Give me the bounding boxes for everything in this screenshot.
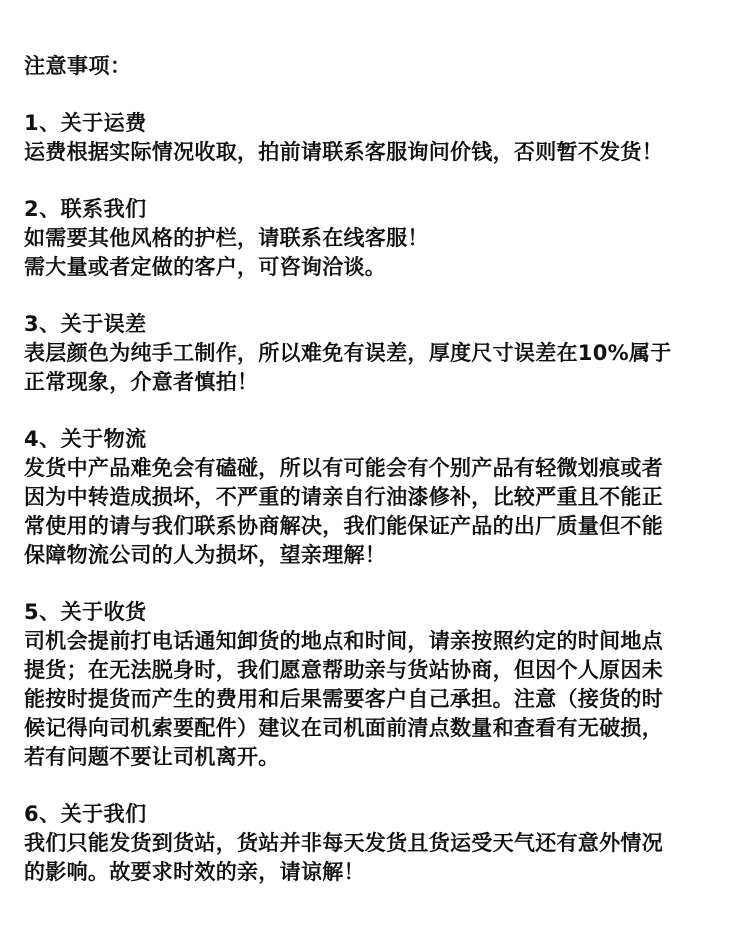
section-text-line: 发货中产品难免会有磕碰，所以有可能会有个别产品有轻微划痕或者: [24, 456, 663, 480]
section-text-line: 保障物流公司的人为损坏，望亲理解！: [24, 543, 387, 567]
section-text-line: 因为中转造成损坏，不严重的请亲自行油漆修补，比较严重且不能正: [24, 485, 663, 509]
section-text-line: 常使用的请与我们联系协商解决，我们能保证产品的出厂质量但不能: [24, 514, 663, 538]
section-text-line: 候记得向司机索要配件）建议在司机面前清点数量和查看有无破损，: [24, 716, 663, 740]
page-title: 注意事项：: [24, 54, 132, 78]
section-text-line: 正常现象，介意者慎拍！: [24, 370, 259, 394]
section-contact-us: [24, 195, 736, 282]
notice-document: [24, 52, 736, 915]
section-text-line: 表层颜色为纯手工制作，所以难免有误差，厚度尺寸误差在10%属于: [24, 341, 672, 365]
section-heading: 2、联系我们: [24, 197, 147, 221]
section-text-line: 需大量或者定做的客户，可咨询洽谈。: [24, 255, 387, 279]
section-about-us: [24, 800, 736, 887]
section-text-line: 司机会提前打电话通知卸货的地点和时间，请亲按照约定的时间地点: [24, 629, 663, 653]
section-text-line: 能按时提货而产生的费用和后果需要客户自己承担。注意（接货的时: [24, 687, 663, 711]
section-tolerance: [24, 310, 736, 397]
section-text-line: 如需要其他风格的护栏，请联系在线客服！: [24, 226, 429, 250]
section-text-line: 提货；在无法脱身时，我们愿意帮助亲与货站协商，但因个人原因未: [24, 658, 663, 682]
section-heading: 6、关于我们: [24, 802, 147, 826]
section-logistics: [24, 425, 736, 570]
section-text-line: 若有问题不要让司机离开。: [24, 745, 280, 769]
section-heading: 4、关于物流: [24, 427, 147, 451]
section-receiving: [24, 598, 736, 772]
section-shipping-fee: [24, 109, 736, 167]
section-text-line: 运费根据实际情况收取，拍前请联系客服询问价钱，否则暂不发货！: [24, 140, 663, 164]
section-heading: 5、关于收货: [24, 600, 147, 624]
section-text-line: 的影响。故要求时效的亲，请谅解！: [24, 860, 365, 884]
section-heading: 1、关于运费: [24, 111, 147, 135]
section-heading: 3、关于误差: [24, 312, 147, 336]
section-text-line: 我们只能发货到货站，货站并非每天发货且货运受天气还有意外情况: [24, 831, 663, 855]
